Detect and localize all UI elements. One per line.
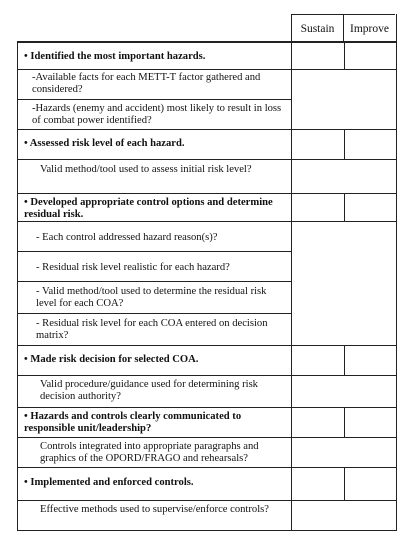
improve-cell[interactable] — [345, 194, 396, 221]
section-row — [17, 194, 397, 222]
section-row — [17, 468, 397, 501]
sustain-cell[interactable] — [292, 346, 345, 375]
item-text: - Residual risk level for each COA entered on decision matrix? — [36, 318, 268, 341]
after-action-checklist-table — [17, 14, 397, 531]
section-5-response-block[interactable] — [291, 438, 397, 468]
section-title: • Identified the most important hazards. — [24, 51, 206, 62]
improve-cell[interactable] — [345, 468, 396, 500]
item-text: - Residual risk level realistic for each hazard? — [36, 262, 230, 273]
sustain-cell[interactable] — [292, 408, 345, 437]
section-row — [17, 42, 397, 70]
section-row — [17, 408, 397, 438]
table-header-row — [17, 14, 397, 42]
section-6-response-block[interactable] — [291, 501, 397, 531]
section-title: • Assessed risk level of each hazard. — [24, 138, 185, 149]
improve-cell[interactable] — [345, 43, 396, 69]
section-row — [17, 346, 397, 376]
section-title: • Hazards and controls clearly communicated to responsible unit/leadership? — [24, 411, 242, 434]
item-text: Effective methods used to supervise/enforce controls? — [40, 504, 269, 515]
section-4-response-block[interactable] — [291, 376, 397, 408]
improve-cell[interactable] — [345, 130, 396, 159]
sustain-cell[interactable] — [292, 468, 345, 500]
improve-column-header: Improve — [350, 23, 389, 35]
sustain-cell[interactable] — [292, 130, 345, 159]
sustain-cell[interactable] — [292, 43, 345, 69]
section-1-response-block[interactable] — [291, 70, 397, 130]
item-text: - Valid method/tool used to determine the residual risk level for each COA? — [36, 286, 267, 309]
item-text: -Hazards (enemy and accident) most likely to result in loss of combat power identified? — [32, 103, 282, 126]
item-text: Controls integrated into appropriate paragraphs and graphics of the OPORD/FRAGO and rehearsals? — [40, 441, 259, 464]
item-text: - Each control addressed hazard reason(s)? — [36, 232, 218, 243]
item-text: Valid method/tool used to assess initial risk level? — [40, 164, 252, 175]
header-improve-cell — [344, 14, 395, 41]
section-2-response-block[interactable] — [291, 160, 397, 194]
section-row — [17, 130, 397, 160]
improve-cell[interactable] — [345, 408, 396, 437]
section-3-response-block[interactable] — [291, 222, 397, 346]
header-sustain-cell — [291, 14, 344, 41]
header-blank-cell — [17, 14, 291, 41]
item-text: Valid procedure/guidance used for determining risk decision authority? — [40, 379, 258, 402]
section-title: • Implemented and enforced controls. — [24, 477, 194, 488]
improve-cell[interactable] — [345, 346, 396, 375]
sustain-column-header: Sustain — [300, 23, 335, 35]
sustain-cell[interactable] — [292, 194, 345, 221]
section-title: • Made risk decision for selected COA. — [24, 354, 199, 365]
item-text: -Available facts for each METT-T factor gathered and considered? — [32, 72, 261, 95]
section-title: • Developed appropriate control options and determine residual risk. — [24, 197, 273, 220]
